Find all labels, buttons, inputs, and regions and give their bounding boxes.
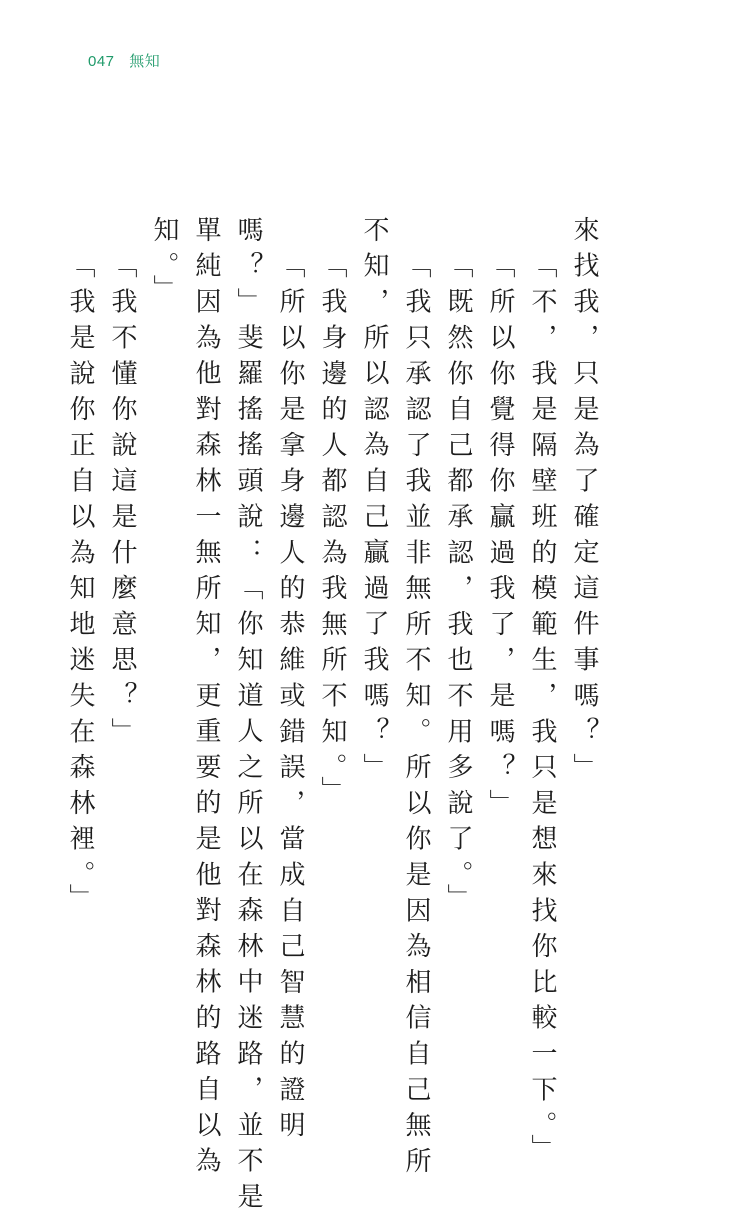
vertical-body-text <box>65 216 605 1218</box>
text-line: 「我是說你正自以為知地迷失在森林裡。」 <box>65 252 95 920</box>
text-line: 「所以你是拿身邊人的恭維或錯誤，當成自己智慧的證明 <box>275 252 305 1147</box>
text-line: 「所以你覺得你贏過我了，是嗎？」 <box>485 252 515 825</box>
text-line: 知。」 <box>149 216 179 311</box>
text-line: 單純因為他對森林一無所知，更重要的是他對森林的路自以為 <box>191 216 221 1183</box>
text-line: 不知，所以認為自己贏過了我嗎？」 <box>359 216 389 789</box>
text-line: 「我不懂你說這是什麼意思？」 <box>107 252 137 754</box>
text-line: 「不，我是隔壁班的模範生，我只是想來找你比較一下。」 <box>527 252 557 1170</box>
running-header <box>88 50 160 71</box>
text-line: 「我只承認了我並非無所不知。所以你是因為相信自己無所 <box>401 252 431 1183</box>
page-number: 047 <box>88 53 115 70</box>
text-line: 「既然你自己都承認，我也不用多說了。」 <box>443 252 473 920</box>
text-line: 嗎？」斐羅搖搖頭說：「你知道人之所以在森林中迷路，並不是 <box>233 216 263 1218</box>
text-line: 「我身邊的人都認為我無所不知。」 <box>317 252 347 812</box>
text-line: 來找我，只是為了確定這件事嗎？」 <box>569 216 599 789</box>
chapter-title: 無知 <box>129 53 161 70</box>
